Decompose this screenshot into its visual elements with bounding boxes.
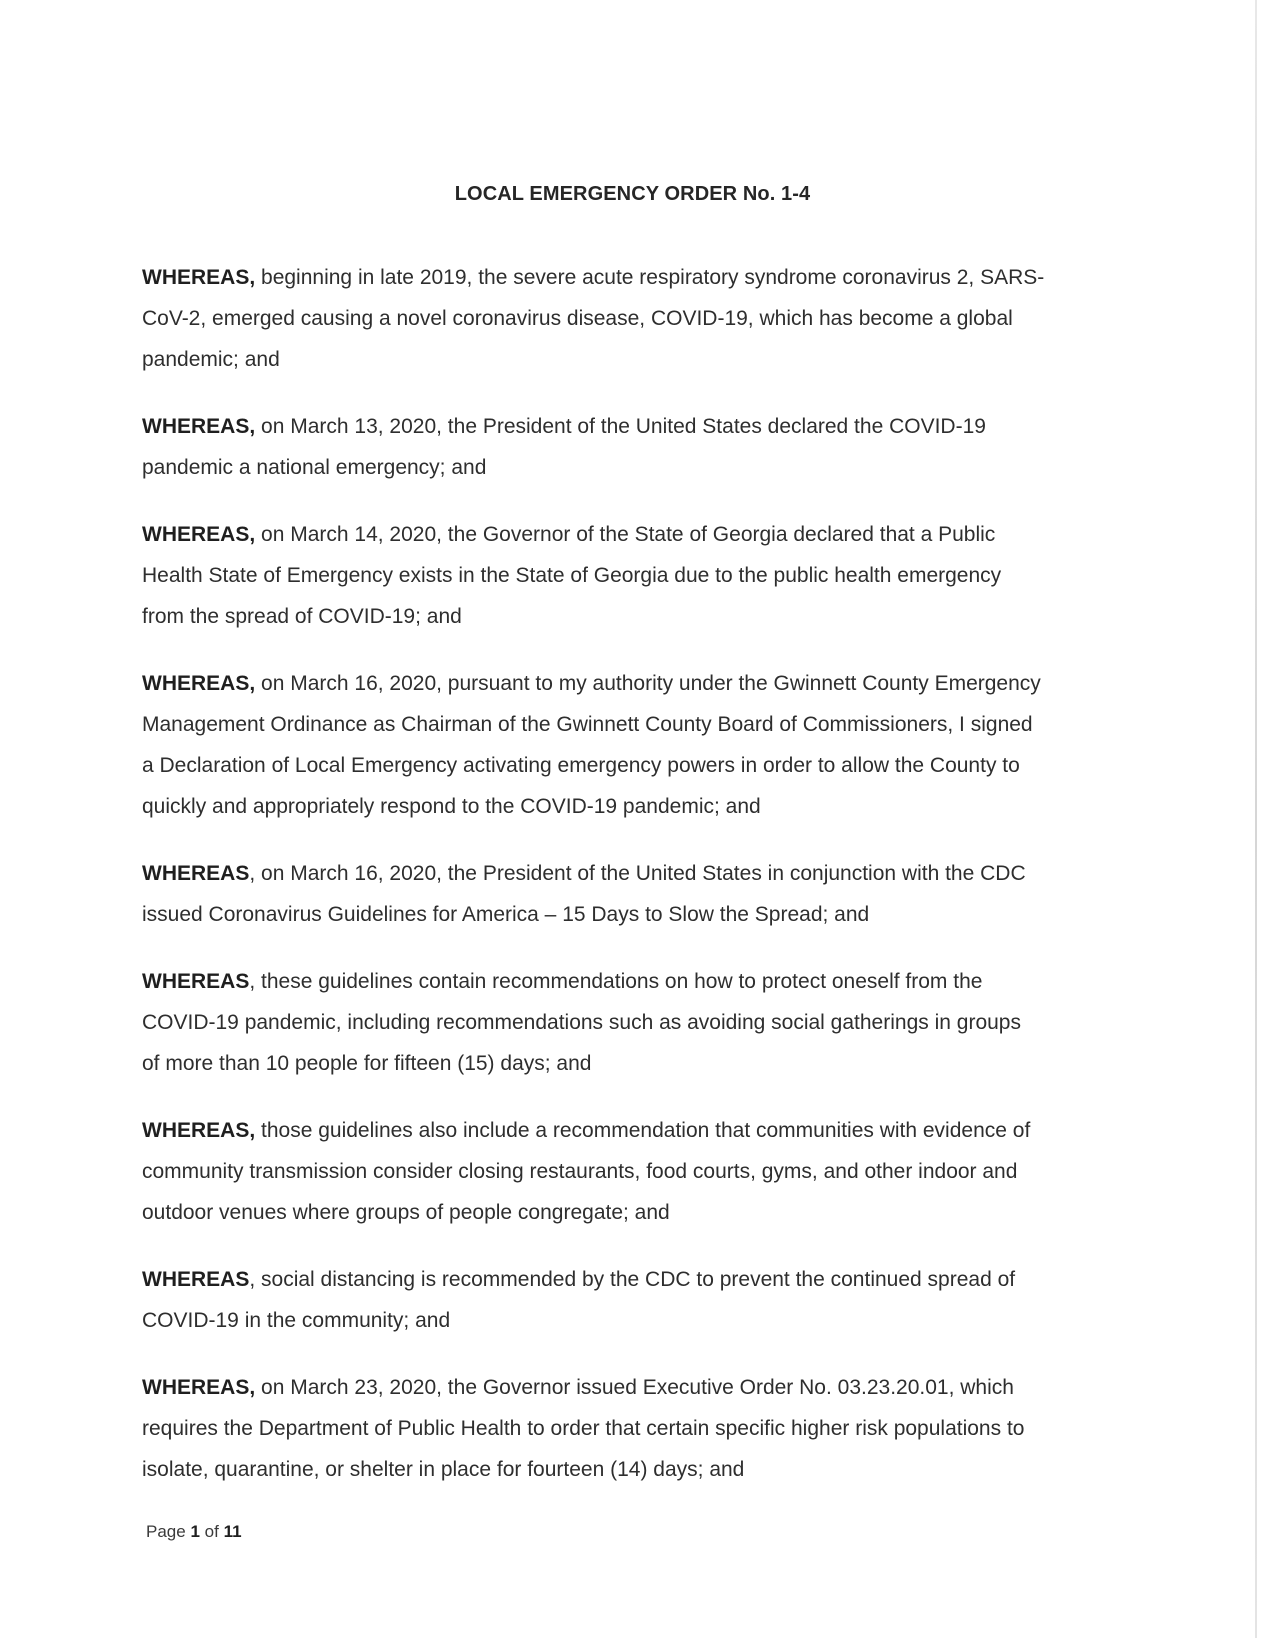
paragraph-line: Health State of Emergency exists in the State of Georgia due to the public health emergency xyxy=(142,564,1002,587)
paragraph-line: of more than 10 people for fifteen (15) days; and xyxy=(142,1052,592,1075)
page-total: 11 xyxy=(223,1522,242,1541)
whereas-paragraph-4 xyxy=(142,663,1122,827)
whereas-lead: WHEREAS xyxy=(142,862,250,885)
line-text: on March 23, 2020, the Governor issued Executive Order No. 03.23.20.01, which xyxy=(255,1376,1014,1399)
whereas-lead: WHEREAS, xyxy=(142,1376,256,1399)
whereas-lead: WHEREAS xyxy=(142,1268,250,1291)
whereas-lead: WHEREAS, xyxy=(142,1119,256,1142)
paragraph-line: requires the Department of Public Health to order that certain specific higher risk populations to xyxy=(142,1417,1025,1440)
paragraph-line xyxy=(142,1259,1122,1300)
paragraph-line: a Declaration of Local Emergency activating emergency powers in order to allow the County to xyxy=(142,754,1020,777)
whereas-paragraph-7 xyxy=(142,1110,1122,1233)
whereas-paragraph-5 xyxy=(142,853,1122,935)
paragraph-line: pandemic a national emergency; and xyxy=(142,456,487,479)
document-title: LOCAL EMERGENCY ORDER No. 1-4 xyxy=(454,183,811,205)
whereas-lead: WHEREAS, xyxy=(142,672,256,695)
paragraph-line xyxy=(142,257,1122,298)
paragraph-line: outdoor venues where groups of people congregate; and xyxy=(142,1201,670,1224)
line-text: , social distancing is recommended by the CDC to prevent the continued spread of xyxy=(249,1268,1016,1291)
paragraph-line xyxy=(142,853,1122,894)
whereas-lead: WHEREAS, xyxy=(142,523,256,546)
scan-edge xyxy=(1255,0,1257,1638)
paragraph-line xyxy=(142,406,1122,447)
paragraph-line: Management Ordinance as Chairman of the Gwinnett County Board of Commissioners, I signed xyxy=(142,713,1033,736)
paragraph-line xyxy=(142,514,1122,555)
whereas-paragraph-2 xyxy=(142,406,1122,488)
whereas-paragraph-9 xyxy=(142,1367,1122,1490)
whereas-paragraph-3 xyxy=(142,514,1122,637)
paragraph-line xyxy=(142,663,1122,704)
line-text: , on March 16, 2020, the President of the United States in conjunction with the CDC xyxy=(249,862,1026,885)
line-text: , these guidelines contain recommendations on how to protect oneself from the xyxy=(249,970,983,993)
whereas-paragraph-1 xyxy=(142,257,1122,380)
paragraph-line xyxy=(142,1367,1122,1408)
paragraph-line xyxy=(142,961,1122,1002)
page-label: Page xyxy=(146,1522,186,1541)
paragraph-line: from the spread of COVID-19; and xyxy=(142,605,462,628)
document-body xyxy=(142,257,1122,1516)
paragraph-line: issued Coronavirus Guidelines for America – 15 Days to Slow the Spread; and xyxy=(142,903,870,926)
line-text: beginning in late 2019, the severe acute respiratory syndrome coronavirus 2, SARS- xyxy=(255,266,1045,289)
whereas-paragraph-8 xyxy=(142,1259,1122,1341)
paragraph-line: isolate, quarantine, or shelter in place for fourteen (14) days; and xyxy=(142,1458,745,1481)
line-text: on March 14, 2020, the Governor of the State of Georgia declared that a Public xyxy=(255,523,996,546)
paragraph-line: pandemic; and xyxy=(142,348,280,371)
paragraph-line: COVID-19 pandemic, including recommendations such as avoiding social gatherings in groups xyxy=(142,1011,1021,1034)
whereas-paragraph-6 xyxy=(142,961,1122,1084)
paragraph-line: community transmission consider closing restaurants, food courts, gyms, and other indoor and xyxy=(142,1160,1018,1183)
whereas-lead: WHEREAS, xyxy=(142,415,256,438)
whereas-lead: WHEREAS, xyxy=(142,266,256,289)
whereas-lead: WHEREAS xyxy=(142,970,250,993)
line-text: those guidelines also include a recommendation that communities with evidence of xyxy=(255,1119,1031,1142)
of-label: of xyxy=(204,1522,219,1541)
paragraph-line xyxy=(142,1110,1122,1151)
line-text: on March 13, 2020, the President of the United States declared the COVID-19 xyxy=(255,415,986,438)
page-number: 1 xyxy=(190,1522,200,1541)
paragraph-line: COVID-19 in the community; and xyxy=(142,1309,451,1332)
page-footer xyxy=(146,1522,242,1542)
paragraph-line: CoV-2, emerged causing a novel coronavirus disease, COVID-19, which has become a global xyxy=(142,307,1013,330)
line-text: on March 16, 2020, pursuant to my authority under the Gwinnett County Emergency xyxy=(255,672,1041,695)
paragraph-line: quickly and appropriately respond to the COVID-19 pandemic; and xyxy=(142,795,761,818)
